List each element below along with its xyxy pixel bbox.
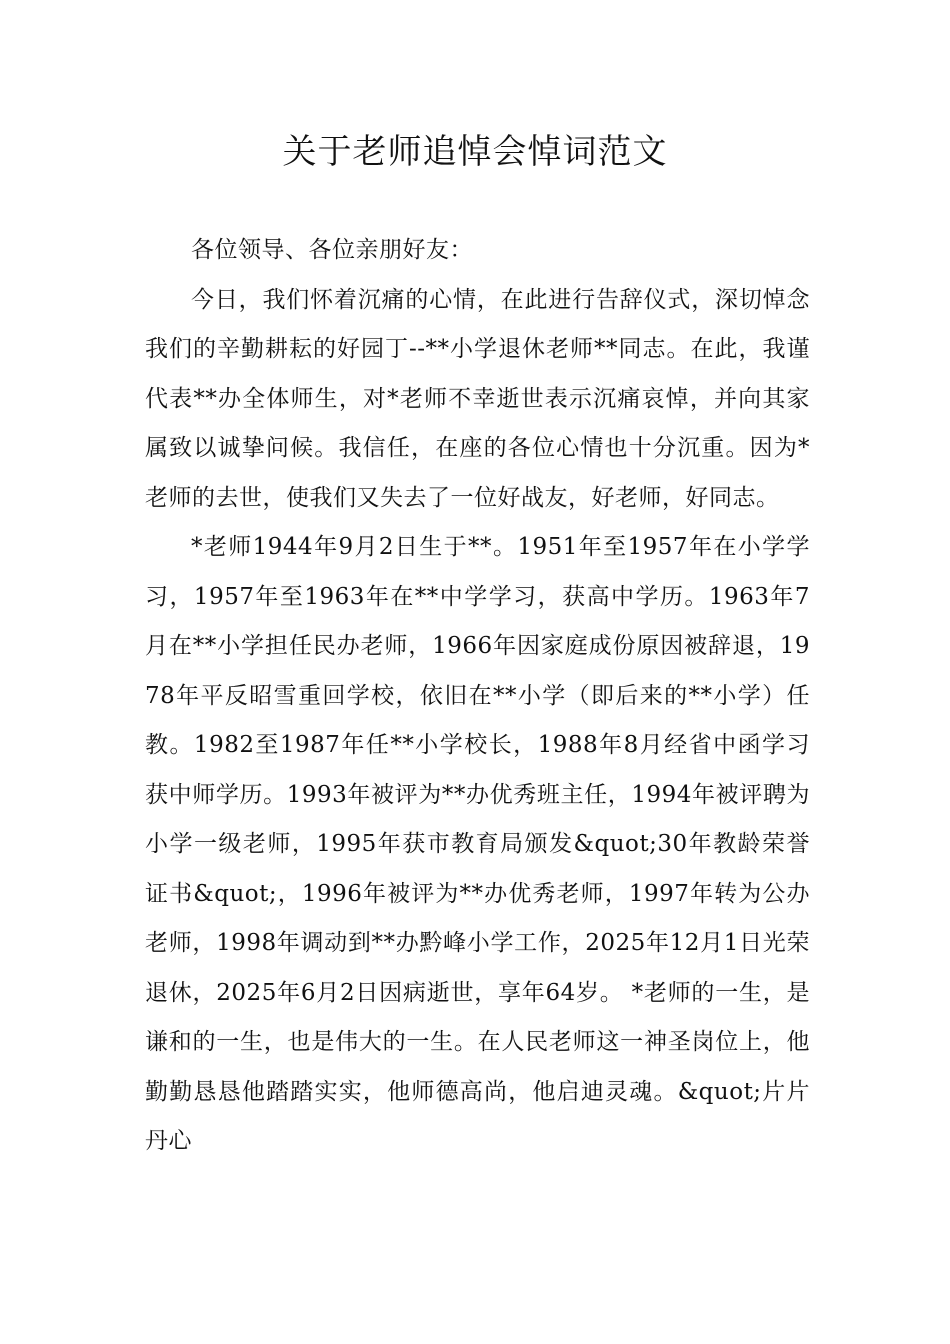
document-body <box>145 226 810 1167</box>
paragraph-opening: 今日，我们怀着沉痛的心情，在此进行告辞仪式，深切悼念我们的辛勤耕耘的好园丁--**小学退休老师**同志。在此，我谨代表**办全体师生，对*老师不幸逝世表示沉痛哀悼，并向其家属致以诚挚问候。我信任，在座的各位心情也十分沉重。因为*老师的去世，使我们又失去了一位好战友，好老师，好同志。 <box>145 286 810 511</box>
document-title: 关于老师追悼会悼词范文 <box>282 132 668 172</box>
paragraph-greeting: 各位领导、各位亲朋好友： <box>191 237 473 263</box>
paragraph-biography: *老师1944年9月2日生于**。1951年至1957年在小学学习，1957年至1963年在**中学学习，获高中学历。1963年7月在**小学担任民办老师，1966年因家庭成份原因被辞退，1978年平反昭雪重回学校，依旧在**小学（即后来的**小学）任教。1982至1987年任**小学校长，1988年8月经省中函学习获中师学历。1993年被评为**办优秀班主任，1994年被评聘为小学一级老师，1995年获市教育局颁发&quot;30年教龄荣誉证书&quot;，1996年被评为**办优秀老师，1997年转为公办老师，1998年调动到**办黔峰小学工作，2025年12月1日光荣退休，2025年6月2日因病逝世，享年64岁。 *老师的一生，是谦和的一生，也是伟大的一生。在人民老师这一神圣岗位上，他勤勤恳恳他踏踏实实，他师德高尚，他启迪灵魂。&quot;片片丹心 <box>145 534 810 1154</box>
